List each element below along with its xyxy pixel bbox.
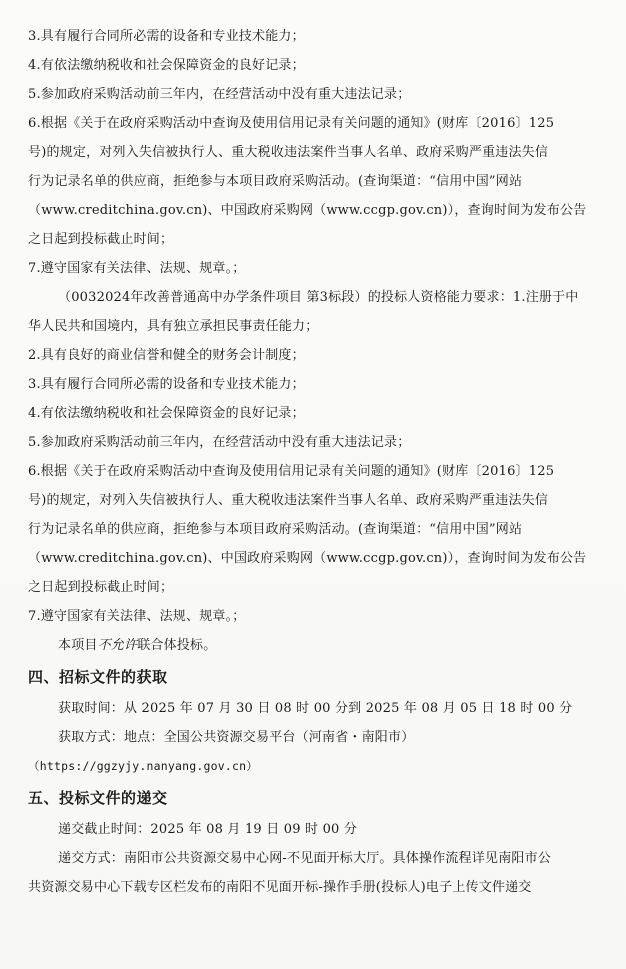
req-6-line-3: 行为记录名单的供应商，拒绝参与本项目政府采购活动。(查询渠道：“信用中国”网站	[28, 174, 523, 189]
consortium-statement	[28, 631, 604, 660]
req-7: 7.遵守国家有关法律、法规、规章。；	[28, 261, 246, 276]
req-6-line-1: 6.根据《关于在政府采购活动中查询及使用信用记录有关问题的通知》(财库〔2016〕125	[28, 116, 555, 131]
lot3-requirements-line-2: 华人民共和国境内，具有独立承担民事责任能力；	[28, 319, 319, 334]
lot3-req-4: 4.有依法缴纳税收和社会保障资金的良好记录；	[28, 406, 305, 421]
acquisition-method: 获取方式：地点：全国公共资源交易平台（河南省・南阳市）	[58, 730, 415, 745]
lot3-requirements-line-1: （0032024年改善普通高中办学条件项目 第3标段）的投标人资格能力要求：1.注册于中	[58, 290, 579, 305]
lot3-req-6-line-2: 号)的规定，对列入失信被执行人、重大税收违法案件当事人名单、政府采购严重违法失信	[28, 493, 549, 508]
req-6-line-4: （www.creditchina.gov.cn)、中国政府采购网（www.ccgp.gov.cn)），查询时间为发布公告	[28, 203, 587, 218]
consortium-prefix: 本项目	[58, 638, 98, 653]
section-4-heading: 四、招标文件的获取	[28, 668, 168, 686]
req-3: 3.具有履行合同所必需的设备和专业技术能力；	[28, 29, 305, 44]
submission-method-line-2: 共资源交易中心下载专区栏发布的南阳不见面开标-操作手册(投标人)电子上传文件递交	[28, 880, 532, 895]
req-4: 4.有依法缴纳税收和社会保障资金的良好记录；	[28, 58, 305, 73]
submission-method-line-1: 递交方式：南阳市公共资源交易中心网-不见面开标大厅。具体操作流程详见南阳市公	[58, 851, 551, 866]
lot3-req-2: 2.具有良好的商业信誉和健全的财务会计制度；	[28, 348, 305, 363]
lot3-req-5: 5.参加政府采购活动前三年内，在经营活动中没有重大违法记录；	[28, 435, 411, 450]
req-6-line-5: 之日起到投标截止时间；	[28, 232, 174, 247]
lot3-req-3: 3.具有履行合同所必需的设备和专业技术能力；	[28, 377, 305, 392]
lot3-req-6-line-4: （www.creditchina.gov.cn)、中国政府采购网（www.ccgp.gov.cn)），查询时间为发布公告	[28, 551, 587, 566]
consortium-emphasis: 不允许	[97, 638, 138, 653]
req-5: 5.参加政府采购活动前三年内，在经营活动中没有重大违法记录；	[28, 87, 411, 102]
lot3-req-6-line-1: 6.根据《关于在政府采购活动中查询及使用信用记录有关问题的通知》(财库〔2016〕125	[28, 464, 555, 479]
lot3-req-6-line-5: 之日起到投标截止时间；	[28, 580, 174, 595]
submission-deadline: 递交截止时间：2025 年 08 月 19 日 09 时 00 分	[58, 822, 358, 837]
acquisition-url[interactable]: （https://ggzyjy.nanyang.gov.cn）	[28, 759, 258, 773]
acquisition-time: 获取时间：从 2025 年 07 月 30 日 08 时 00 分到 2025 年 08 月 05 日 18 时 00 分	[58, 701, 573, 716]
lot3-req-6-line-3: 行为记录名单的供应商，拒绝参与本项目政府采购活动。(查询渠道：“信用中国”网站	[28, 522, 523, 537]
section-5-heading: 五、投标文件的递交	[28, 789, 168, 807]
consortium-suffix: 联合体投标。	[137, 638, 217, 653]
req-6-line-2: 号)的规定，对列入失信被执行人、重大税收违法案件当事人名单、政府采购严重违法失信	[28, 145, 549, 160]
lot3-req-7: 7.遵守国家有关法律、法规、规章。；	[28, 609, 246, 624]
